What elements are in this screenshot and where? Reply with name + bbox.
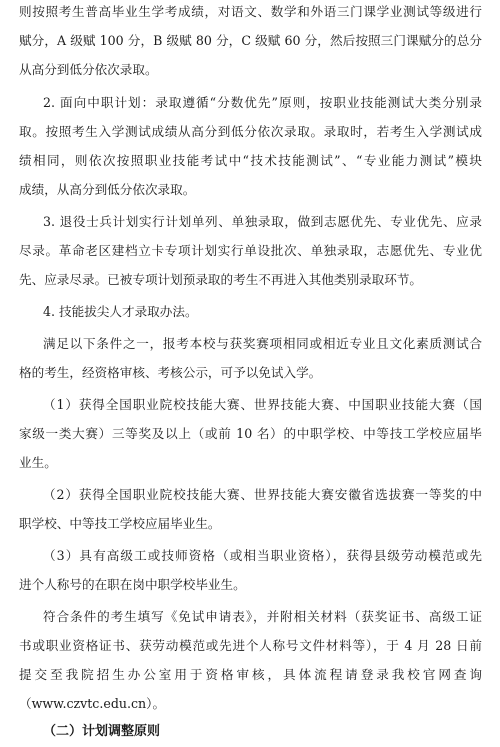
paragraph-line: 3. 退役士兵计划实行计划单列、单独录取，做到志愿优先、专业优先、应录 [43,214,482,229]
paragraph-line: 从高分到低分依次录取。 [19,62,158,77]
paragraph-line: 尽录。革命老区建档立卡专项计划实行单设批次、单独录取，志愿优先、专业优 [19,243,482,258]
paragraph-line: （www.czvtc.edu.cn）。 [19,696,166,711]
paragraph-line: 2. 面向中职计划：录取遵循“分数优先”原则，按职业技能测试大类分别录 [43,95,482,110]
paragraph-line: （1）获得全国职业院校技能大赛、世界技能大赛、中国职业技能大赛（国 [43,397,482,412]
paragraph-line: 4. 技能拔尖人才录取办法。 [43,304,198,319]
paragraph-line: 提交至我院招生办公室用于资格审核，具体流程请登录我校官网查询 [19,667,482,682]
paragraph-line: 则按照考生普高毕业生学考成绩，对语文、数学和外语三门课学业测试等级进行 [19,4,482,19]
paragraph-line: （3）具有高级工或技师资格（或相当职业资格），获得县级劳动模范或先 [43,548,482,563]
paragraph-line: 成绩，从高分到低分依次录取。 [19,182,196,197]
paragraph-line: 取。按照考生入学测试成绩从高分到低分依次录取。录取时，若考生入学测试成 [19,124,482,139]
paragraph-line: 业生。 [19,455,57,470]
paragraph-line: （2）获得全国职业院校技能大赛、世界技能大赛安徽省选拔赛一等奖的中 [43,487,482,502]
paragraph-line: 职学校、中等技工学校应届毕业生。 [19,516,221,531]
paragraph-line: 赋分，A 级赋 100 分，B 级赋 80 分，C 级赋 60 分，然后按照三门课赋分的总分 [19,33,482,48]
paragraph-line: 符合条件的考生填写《免试申请表》，并附相关材料（获奖证书、高级工证 [43,609,482,624]
section-heading: （二）计划调整原则 [43,724,161,739]
paragraph-line: 书或职业资格证书、获劳动模范或先进个人称号文件材料等），于 4 月 28 日前 [19,638,482,653]
paragraph-line: 进个人称号的在职在岗中职学校毕业生。 [19,577,246,592]
paragraph-line: 家级一类大赛）三等奖及以上（或前 10 名）的中职学校、中等技工学校应届毕 [19,426,482,441]
paragraph-line: 格的考生，经资格审核、考核公示，可予以免试入学。 [19,365,322,380]
paragraph-line: 绩相同，则依次按照职业技能考试中“技术技能测试”、“专业能力测试”模块 [19,153,482,168]
paragraph-line: 先、应录尽录。已被专项计划预录取的考生不再进入其他类别录取环节。 [19,272,422,287]
paragraph-line: 满足以下条件之一，报考本校与获奖赛项相同或相近专业且文化素质测试合 [43,336,482,351]
